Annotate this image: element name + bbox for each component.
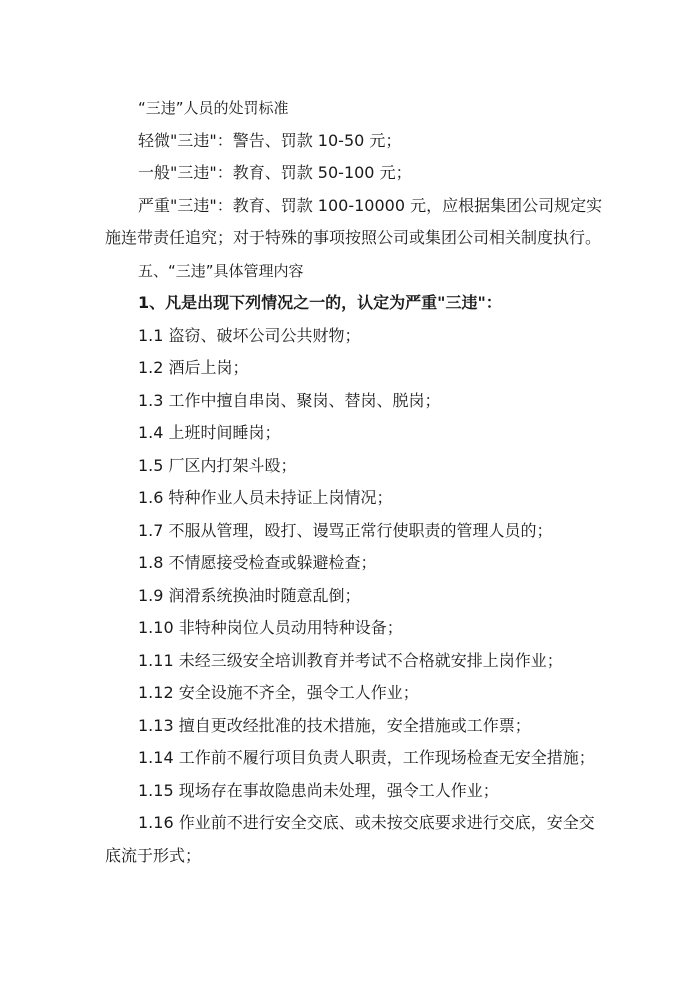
penalty-item-severe: 严重"三违"：教育、罚款 100-10000 元，应根据集团公司规定实施连带责任追究；对于特殊的事项按照公司或集团公司相关制度执行。 xyxy=(105,195,603,247)
list-item: 1.8 不情愿接受检查或躲避检查； xyxy=(138,553,377,572)
list-item: 1.1 盗窃、破坏公司公共财物； xyxy=(138,325,361,345)
list-item: 1.3 工作中擅自串岗、聚岗、替岗、脱岗； xyxy=(138,390,441,410)
list-item: 1.4 上班时间睡岗； xyxy=(138,423,281,442)
list-item: 1.16 作业前不进行安全交底、或未按交底要求进行交底，安全交底流于形式； xyxy=(105,813,595,865)
list-item: 1.12 安全设施不齐全，强令工人作业； xyxy=(138,683,419,702)
list-item: 1.5 厂区内打架斗殴； xyxy=(138,455,297,475)
list-item: 1.9 润滑系统换油时随意乱倒； xyxy=(138,585,361,605)
list-item: 1.7 不服从管理，殴打、谩骂正常行使职责的管理人员的； xyxy=(138,520,553,540)
penalty-item-minor: 轻微"三违"：警告、罚款 10-50 元； xyxy=(138,130,402,150)
list-item: 1.14 工作前不履行项目负责人职责，工作现场检查无安全措施； xyxy=(138,748,595,767)
list-item: 1.6 特种作业人员未持证上岗情况； xyxy=(138,488,393,507)
section-five-subtitle: 1、凡是出现下列情况之一的，认定为严重"三违"： xyxy=(138,293,502,312)
penalty-item-general: 一般"三违"：教育、罚款 50-100 元； xyxy=(138,163,412,182)
list-item: 1.10 非特种岗位人员动用特种设备； xyxy=(138,618,403,637)
list-item: 1.2 酒后上岗； xyxy=(138,358,249,377)
section-five-title: 五、“三违”具体管理内容 xyxy=(138,261,304,280)
list-item: 1.13 擅自更改经批准的技术措施，安全措施或工作票； xyxy=(138,715,531,735)
penalty-standard-title: “三违”人员的处罚标准 xyxy=(138,99,289,117)
list-item: 1.15 现场存在事故隐患尚未处理，强令工人作业； xyxy=(138,780,499,800)
list-item: 1.11 未经三级安全培训教育并考试不合格就安排上岗作业； xyxy=(138,650,563,670)
